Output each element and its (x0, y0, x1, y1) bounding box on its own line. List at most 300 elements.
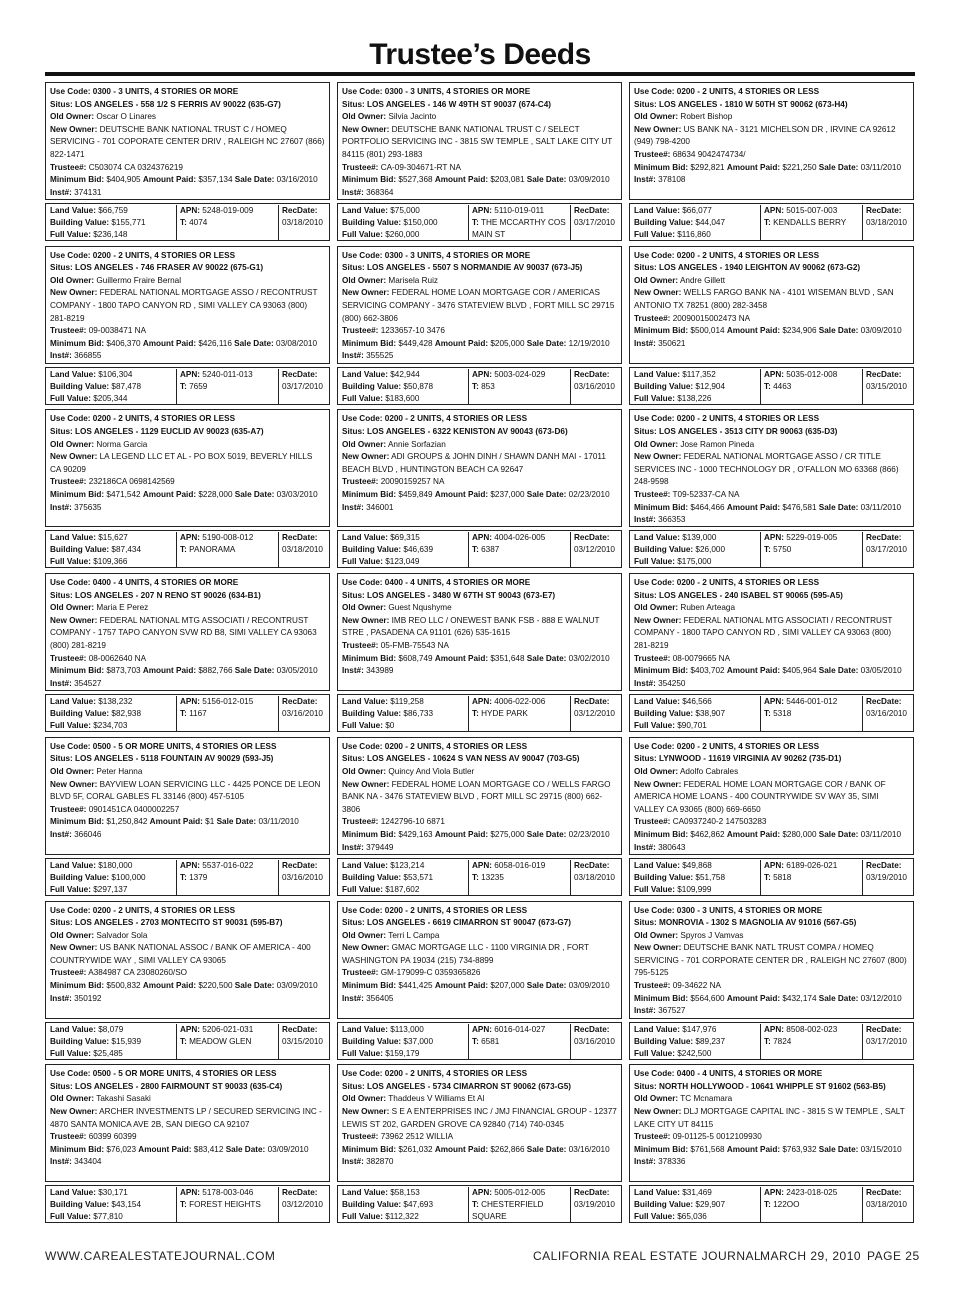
situs (50, 753, 325, 766)
old-owner-label: Old Owner: (342, 1094, 387, 1104)
trustee (50, 653, 325, 666)
inst-label: Inst#: (634, 842, 656, 852)
inst (634, 514, 909, 527)
use-code (634, 905, 909, 918)
land-value-label: Land Value: (342, 1024, 388, 1034)
building-value-value: $47,693 (403, 1200, 434, 1210)
deed-info-box (629, 737, 914, 855)
deed-record (337, 409, 624, 568)
deed-record (337, 246, 624, 405)
situs-value: Situs: LOS ANGELES - 5118 FOUNTAIN AV 90029 (593-J5) (50, 754, 274, 764)
recdate-value: 03/12/2010 (282, 1200, 323, 1210)
tract (764, 1036, 862, 1048)
amount-paid-label: Amount Paid: (149, 817, 203, 827)
old-owner-value: Thaddeus V Williams Et Al (388, 1094, 485, 1104)
apn-label: APN: (180, 697, 201, 707)
full-value-label: Full Value: (634, 721, 675, 731)
trustee-label: Trustee#: (50, 968, 87, 978)
recdate-column (278, 369, 332, 404)
inst-value: 343404 (74, 1157, 102, 1167)
inst (342, 502, 617, 515)
building-value-value: $155,771 (111, 218, 146, 227)
new-owner-value: FEDERAL HOME LOAN MORTGAGE COR / AMERICAS SERVICING COMPANY - 3476 STATEVIEW BLVD , FORT MILL SC 29715 (800) 662-3806 (342, 288, 615, 323)
use-code (634, 86, 909, 99)
building-value-value: $82,938 (111, 709, 142, 719)
full-value (342, 1211, 462, 1223)
use-code (634, 741, 909, 754)
recdate-value: 03/15/2010 (866, 381, 907, 391)
recdate-column (278, 860, 332, 895)
sale-date-value: 03/09/2010 (568, 981, 610, 991)
sale-date-label: Sale Date: (216, 817, 257, 827)
full-value-label: Full Value: (342, 557, 383, 567)
trustee-label: Trustee#: (342, 326, 379, 336)
land-value-label: Land Value: (50, 1024, 96, 1034)
new-owner (50, 124, 325, 162)
land-value-label: Land Value: (50, 533, 96, 543)
situs (50, 99, 325, 112)
land-value (634, 1024, 754, 1036)
old-owner (50, 602, 325, 615)
tract-label: T: (180, 872, 187, 882)
new-owner-value: FEDERAL HOME LOAN MORTGAGE CO / WELLS FARGO BANK NA - 3476 STATEVIEW BLVD , FORT MILL SC 29715 (800) 662-3806 (342, 779, 611, 814)
inst-label: Inst#: (342, 666, 364, 676)
tract-value: 4463 (773, 381, 792, 391)
recdate-column (278, 696, 332, 731)
deed-record (629, 901, 916, 1060)
old-owner-label: Old Owner: (50, 1094, 95, 1104)
old-owner-label: Old Owner: (50, 930, 95, 940)
new-owner-label: New Owner: (50, 1106, 98, 1116)
recdate-column (570, 369, 624, 404)
building-value-label: Building Value: (634, 709, 694, 719)
new-owner (50, 1106, 325, 1131)
deed-info-box (45, 737, 330, 855)
new-owner (50, 779, 325, 804)
recdate-label: RecDate: (866, 206, 902, 215)
full-value-label: Full Value: (634, 1048, 675, 1058)
amount-paid-value: $405,964 (782, 666, 817, 676)
bid-line (634, 162, 909, 175)
use-code (634, 413, 909, 426)
value-column (342, 205, 462, 241)
full-value (634, 884, 754, 896)
deed-info-box (45, 82, 330, 200)
trustee-value: 1242796-10 6871 (380, 817, 445, 827)
new-owner-label: New Owner: (50, 124, 98, 134)
building-value-label: Building Value: (634, 1036, 694, 1046)
full-value-label: Full Value: (634, 1212, 675, 1222)
amount-paid-value: $237,000 (490, 489, 525, 499)
inst-value: 366855 (74, 351, 102, 361)
full-value (50, 884, 170, 896)
bid-line (342, 174, 617, 187)
full-value-value: $175,000 (677, 557, 712, 567)
apn-column (176, 1024, 278, 1059)
trustee (634, 653, 909, 666)
recdate-column (278, 532, 332, 567)
building-value-value: $12,904 (695, 381, 726, 391)
full-value-label: Full Value: (342, 1212, 383, 1222)
tract-label: T: (180, 1200, 187, 1210)
inst-label: Inst#: (634, 1157, 656, 1167)
new-owner (634, 1106, 909, 1131)
sale-date-value: 03/02/2010 (568, 653, 610, 663)
deed-info-box (45, 573, 330, 691)
use-code-value: Use Code: 0200 - 2 UNITS, 4 STORIES OR LESS (634, 578, 820, 588)
deed-info-box (45, 246, 330, 364)
full-value-value: $65,036 (677, 1212, 707, 1222)
amount-paid-label: Amount Paid: (142, 338, 197, 348)
building-value (342, 1036, 462, 1048)
recdate-label: RecDate: (866, 369, 902, 379)
inst-value: 346001 (366, 502, 394, 512)
recdate-column (862, 205, 916, 240)
old-owner (634, 275, 909, 288)
situs (50, 262, 325, 275)
land-value-label: Land Value: (50, 1188, 96, 1198)
min-bid-value: $1,250,842 (106, 817, 148, 827)
tract-label: T: (472, 1200, 479, 1210)
recdate-label: RecDate: (574, 860, 610, 870)
sale-date-value: 03/09/2010 (568, 175, 610, 185)
new-owner-label: New Owner: (342, 288, 390, 298)
land-value (342, 369, 462, 381)
situs-value: Situs: LOS ANGELES - 3480 W 67TH ST 90043 (673-E7) (342, 590, 556, 600)
bid-line (50, 980, 325, 993)
apn-column (176, 205, 278, 240)
land-value-label: Land Value: (634, 860, 680, 870)
deed-record (337, 901, 624, 1060)
inst (342, 993, 617, 1006)
tract (764, 544, 862, 556)
old-owner-value: Takashi Sasaki (96, 1094, 151, 1104)
inst-value: 354250 (658, 678, 686, 688)
old-owner-value: Silvia Jacinto (388, 112, 437, 122)
situs-value: Situs: LOS ANGELES - 2703 MONTECITO ST 90031 (595-B7) (50, 918, 283, 928)
apn-column (760, 696, 862, 731)
apn-label: APN: (472, 1024, 493, 1034)
trustee-value: CA0937240-2 147503283 (672, 817, 767, 827)
old-owner-value: Adolfo Cabrales (679, 766, 739, 776)
new-owner (634, 451, 909, 489)
trustee-label: Trustee#: (634, 489, 671, 499)
use-code-value: Use Code: 0200 - 2 UNITS, 4 STORIES OR LESS (342, 905, 528, 915)
min-bid-value: $459,849 (398, 489, 433, 499)
old-owner (634, 439, 909, 452)
building-value-label: Building Value: (634, 872, 694, 882)
full-value-value: $234,703 (93, 721, 128, 731)
full-value-value: $0 (385, 721, 395, 731)
apn (180, 532, 278, 544)
value-box (337, 530, 622, 568)
min-bid-value: $464,466 (690, 502, 725, 512)
inst (634, 338, 909, 351)
tract-value: 4074 (189, 218, 208, 227)
sale-date-value: 03/09/2010 (276, 981, 318, 991)
old-owner-value: Terri L Campa (388, 930, 440, 940)
tract-label: T: (764, 1036, 771, 1046)
situs-value: Situs: LOS ANGELES - 146 W 49TH ST 90037 (674-C4) (342, 99, 551, 109)
situs (342, 917, 617, 930)
old-owner (342, 766, 617, 779)
building-value (342, 381, 462, 393)
apn (764, 532, 862, 544)
tract (764, 1199, 862, 1211)
value-box (337, 694, 622, 732)
inst-label: Inst#: (634, 338, 656, 348)
sale-date-value: 03/11/2010 (860, 829, 902, 839)
deed-record (45, 737, 332, 896)
new-owner-value: US BANK NA - 3121 MICHELSON DR , IRVINE CA 92612 (949) 798-4200 (634, 124, 896, 147)
recdate-label: RecDate: (866, 860, 902, 870)
bid-line (342, 489, 617, 502)
new-owner (634, 615, 909, 653)
situs-value: Situs: LOS ANGELES - 240 ISABEL ST 90065 (595-A5) (634, 590, 843, 600)
deed-record (45, 82, 332, 241)
inst-label: Inst#: (50, 1157, 72, 1167)
value-column (50, 205, 170, 241)
building-value-label: Building Value: (50, 545, 110, 555)
trustee-label: Trustee#: (342, 162, 379, 172)
tract (764, 381, 862, 393)
new-owner-label: New Owner: (50, 779, 98, 789)
inst (342, 350, 617, 363)
situs-value: Situs: LOS ANGELES - 558 1/2 S FERRIS AV 90022 (635-G7) (50, 99, 281, 109)
old-owner (342, 602, 617, 615)
full-value-value: $205,344 (93, 393, 128, 403)
land-value-value: $42,944 (390, 369, 420, 379)
deed-info-box (337, 573, 622, 691)
trustee-label: Trustee#: (634, 981, 671, 991)
amount-paid-value: $203,081 (490, 175, 525, 185)
building-value (50, 217, 170, 229)
deed-info-box (629, 901, 914, 1019)
use-code (342, 250, 617, 263)
new-owner-label: New Owner: (342, 452, 390, 462)
apn-label: APN: (764, 860, 785, 870)
min-bid-label: Minimum Bid: (50, 338, 105, 348)
inst (342, 665, 617, 678)
amount-paid-label: Amount Paid: (726, 993, 781, 1003)
building-value-label: Building Value: (50, 218, 110, 227)
building-value-value: $87,434 (111, 545, 142, 555)
bid-line (50, 489, 325, 502)
full-value-value: $123,049 (385, 557, 420, 567)
old-owner-label: Old Owner: (342, 766, 387, 776)
situs-value: Situs: LOS ANGELES - 5734 CIMARRON ST 90062 (673-G5) (342, 1081, 572, 1091)
apn-label: APN: (180, 533, 201, 543)
new-owner-value: GMAC MORTGAGE LLC - 1100 VIRGINIA DR , FORT WASHINGTON PA 19034 (215) 734-8899 (342, 943, 589, 965)
tract (180, 544, 278, 556)
deed-info-box (629, 1064, 914, 1182)
use-code-value: Use Code: 0500 - 5 OR MORE UNITS, 4 STORIES OR LESS (50, 741, 277, 751)
new-owner (342, 942, 617, 967)
deed-record (337, 1064, 624, 1223)
old-owner (634, 766, 909, 779)
trustee-value: 68634 9042474734/ (672, 149, 746, 159)
new-owner-value: FEDERAL NATIONAL MTG ASSOCIATI / RECONTRUST COMPANY - 1800 TAPO CANYON RD , SIMI VALLEY CA 93063 (800) 281-8219 (634, 615, 893, 651)
full-value-value: $109,366 (93, 557, 128, 567)
full-value-value: $90,701 (677, 721, 707, 731)
recdate-column (862, 696, 916, 731)
new-owner-label: New Owner: (634, 779, 682, 789)
land-value-label: Land Value: (634, 697, 680, 707)
min-bid-label: Minimum Bid: (634, 993, 689, 1003)
apn-label: APN: (472, 860, 493, 870)
value-column (342, 860, 462, 896)
tract-label: T: (180, 1036, 187, 1046)
full-value (50, 229, 170, 241)
min-bid-label: Minimum Bid: (634, 1144, 689, 1154)
full-value-label: Full Value: (342, 1048, 383, 1058)
tract (180, 872, 278, 884)
full-value (342, 229, 462, 241)
situs (634, 590, 909, 603)
amount-paid-label: Amount Paid: (434, 829, 489, 839)
inst (50, 993, 325, 1006)
new-owner-value: DEUTSCHE BANK NATL TRUST COMPA / HOMEQ SERVICING - 701 CORPORATE CENTER DR , RALEIGH NC 27607 (800) 795-5125 (634, 943, 907, 978)
tract (472, 381, 570, 393)
bid-line (634, 1144, 909, 1157)
apn-column (468, 532, 570, 567)
sale-date-value: 02/23/2010 (568, 489, 610, 499)
old-owner-label: Old Owner: (342, 112, 387, 122)
inst (342, 187, 617, 200)
amount-paid-value: $432,174 (782, 993, 817, 1003)
land-value-value: $66,077 (682, 206, 712, 215)
inst-value: 356405 (366, 993, 394, 1003)
apn-label: APN: (472, 1188, 493, 1198)
amount-paid-value: $220,500 (198, 981, 233, 991)
min-bid-value: $76,023 (106, 1144, 137, 1154)
old-owner-value: Maria E Perez (96, 603, 149, 613)
building-value-value: $29,907 (695, 1200, 726, 1210)
trustee-value: 60399 60399 (88, 1132, 137, 1142)
building-value (342, 708, 462, 720)
situs (342, 1081, 617, 1094)
value-box (45, 1022, 330, 1060)
tract (764, 217, 862, 229)
tract-label: T: (764, 709, 771, 719)
amount-paid-value: $207,000 (490, 981, 525, 991)
old-owner-label: Old Owner: (634, 1094, 679, 1104)
sale-date-value: 03/05/2010 (860, 666, 902, 676)
min-bid-label: Minimum Bid: (342, 489, 397, 499)
recdate-label: RecDate: (866, 1188, 902, 1198)
new-owner-value: DEUTSCHE BANK NATIONAL TRUST C / HOMEQ SERVICING - 701 COPORATE CENTER DRIV , RALEIGH NC 27607 (866) 822-1471 (50, 124, 325, 159)
full-value-label: Full Value: (634, 230, 675, 239)
sale-date-value: 03/08/2010 (276, 338, 318, 348)
full-value (50, 720, 170, 732)
amount-paid-label: Amount Paid: (726, 326, 781, 336)
trustee-value: CA-09-304671-RT NA (380, 162, 461, 172)
new-owner-label: New Owner: (634, 1106, 682, 1116)
building-value-label: Building Value: (50, 872, 110, 882)
land-value-value: $147,976 (682, 1024, 717, 1034)
footer-website: WWW.CAREALESTATEJOURNAL.COM (45, 1249, 276, 1263)
building-value-value: $15,939 (111, 1036, 142, 1046)
trustee-value: 08-0079665 NA (672, 653, 731, 663)
new-owner (50, 287, 325, 325)
apn-value: 6016-014-027 (494, 1024, 546, 1034)
amount-paid-value: $426,116 (198, 338, 232, 348)
land-value (50, 1187, 170, 1199)
inst (50, 1156, 325, 1169)
sale-date-label: Sale Date: (526, 1144, 567, 1154)
trustee (50, 162, 325, 175)
deed-info-box (629, 82, 914, 200)
land-value (634, 696, 754, 708)
new-owner-value: ADI GROUPS & JOHN DINH / SHAWN DANH MAI - 17011 BEACH BLVD , HUNTINGTON BEACH CA 92647 (342, 452, 606, 474)
apn-value: 5190-008-012 (202, 533, 254, 543)
situs (50, 426, 325, 439)
tract-value: THE MCCARTHY COS MAIN ST (472, 218, 566, 239)
inst (634, 174, 909, 187)
full-value-label: Full Value: (50, 557, 91, 567)
deed-record (629, 737, 916, 896)
amount-paid-label: Amount Paid: (142, 489, 197, 499)
recdate-label: RecDate: (866, 697, 902, 707)
building-value-label: Building Value: (342, 1200, 402, 1210)
recdate-value: 03/19/2010 (866, 872, 907, 882)
tract (180, 217, 278, 229)
old-owner-label: Old Owner: (634, 112, 679, 122)
sale-date-value: 03/16/2010 (568, 1144, 610, 1154)
min-bid-label: Minimum Bid: (50, 666, 105, 676)
value-box (337, 203, 622, 241)
min-bid-label: Minimum Bid: (342, 1144, 397, 1154)
apn-column (468, 860, 570, 895)
land-value-label: Land Value: (634, 369, 680, 379)
old-owner-value: Peter Hanna (96, 766, 143, 776)
tract (472, 217, 570, 241)
new-owner (50, 942, 325, 967)
tract-label: T: (764, 872, 771, 882)
apn-label: APN: (764, 697, 785, 707)
tract-label: T: (472, 218, 479, 227)
land-value-label: Land Value: (634, 533, 680, 543)
old-owner-label: Old Owner: (342, 930, 387, 940)
use-code-value: Use Code: 0200 - 2 UNITS, 4 STORIES OR LESS (634, 414, 820, 424)
apn-label: APN: (180, 860, 201, 870)
land-value (634, 205, 754, 217)
recdate-value: 03/12/2010 (574, 709, 615, 719)
full-value-label: Full Value: (634, 884, 675, 894)
apn-column (760, 369, 862, 404)
land-value-value: $117,352 (682, 369, 716, 379)
amount-paid-value: $221,250 (782, 162, 817, 172)
recdate-column (570, 1187, 624, 1222)
tract (472, 708, 570, 720)
building-value-label: Building Value: (342, 872, 402, 882)
apn-label: APN: (764, 1024, 785, 1034)
use-code-value: Use Code: 0200 - 2 UNITS, 4 STORIES OR LESS (634, 741, 820, 751)
value-box (45, 694, 330, 732)
building-value (50, 708, 170, 720)
full-value-value: $109,999 (677, 884, 712, 894)
building-value-label: Building Value: (50, 1200, 110, 1210)
trustee (50, 967, 325, 980)
tract-label: T: (180, 545, 187, 555)
land-value (50, 860, 170, 872)
building-value-value: $100,000 (111, 872, 146, 882)
tract (472, 544, 570, 556)
trustee-label: Trustee#: (342, 817, 379, 827)
building-value (634, 708, 754, 720)
footer-journal: CALIFORNIA REAL ESTATE JOURNAL (533, 1249, 762, 1263)
recdate-column (862, 1187, 916, 1222)
